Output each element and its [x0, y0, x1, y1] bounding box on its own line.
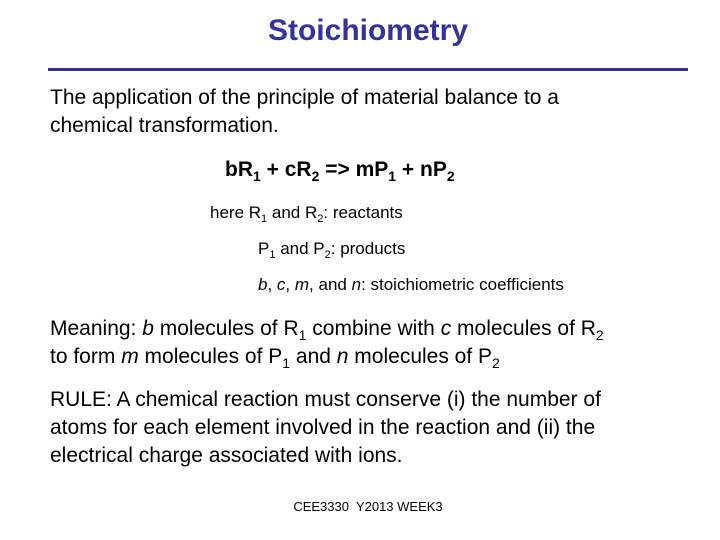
- intro-line-1: The application of the principle of material balance to a: [50, 86, 559, 109]
- meaning-paragraph: [50, 315, 604, 371]
- meaning-text-4: to form: [50, 345, 122, 368]
- def-r1-sub: 1: [261, 213, 268, 225]
- rule-paragraph: [50, 386, 601, 470]
- def-r2-sub: 2: [317, 213, 324, 225]
- meaning-text-2: combine with: [306, 317, 441, 340]
- meaning-text-5: molecules of P: [138, 345, 283, 368]
- meaning-r2-sub: 2: [595, 327, 604, 343]
- eq-coef-m: m: [355, 158, 375, 181]
- eq-plus-2: +: [396, 158, 421, 181]
- def-and-r: and R: [267, 203, 318, 222]
- meaning-text-1: molecules of R: [153, 317, 299, 340]
- meaning-text-7: molecules of P: [348, 345, 493, 368]
- def-coef-c: c: [276, 275, 286, 294]
- meaning-line-1: [50, 315, 604, 343]
- def-p-label: P: [258, 239, 270, 258]
- def-p1-sub: 1: [269, 249, 276, 261]
- meaning-coef-n: n: [336, 345, 349, 368]
- coefficients-definition: [258, 275, 564, 295]
- eq-r2-sub: 2: [311, 168, 320, 184]
- reactants-definition: [210, 203, 403, 223]
- intro-line-2: chemical transformation.: [50, 114, 279, 137]
- meaning-r1-sub: 1: [298, 327, 307, 343]
- eq-coef-c: c: [284, 158, 297, 181]
- meaning-label: Meaning:: [50, 317, 143, 340]
- rule-line-3: electrical charge associated with ions.: [50, 444, 403, 467]
- eq-r1-sub: 1: [253, 168, 261, 184]
- slide-footer: CEE3330 Y2013 WEEK3: [293, 499, 443, 514]
- meaning-text-3: molecules of R: [451, 317, 596, 340]
- meaning-p2-sub: 2: [492, 355, 500, 371]
- here-r-label: here R: [210, 203, 262, 222]
- def-and-p: and P: [275, 239, 325, 258]
- meaning-coef-m: m: [121, 345, 139, 368]
- meaning-p1-sub: 1: [282, 355, 291, 371]
- eq-p2-symbol: P: [432, 158, 447, 181]
- def-p2-sub: 2: [324, 249, 331, 261]
- products-suffix: : products: [330, 239, 406, 258]
- eq-arrow: =>: [319, 158, 356, 181]
- products-definition: [258, 239, 405, 259]
- eq-p1-sub: 1: [388, 168, 397, 184]
- meaning-coef-b: b: [142, 317, 154, 340]
- def-coef-b: b: [258, 275, 268, 294]
- eq-r2-symbol: R: [296, 158, 312, 181]
- eq-r1-symbol: R: [237, 158, 253, 181]
- meaning-text-6: and: [290, 345, 337, 368]
- eq-p1-symbol: P: [374, 158, 389, 181]
- def-comma-1: ,: [267, 275, 277, 294]
- meaning-line-2: [50, 343, 604, 371]
- def-comma-2: ,: [285, 275, 295, 294]
- eq-plus-1: +: [260, 158, 285, 181]
- reactants-suffix: : reactants: [323, 203, 403, 222]
- coefficients-suffix: : stoichiometric coefficients: [361, 275, 564, 294]
- title-underline: [48, 68, 688, 71]
- rule-line-1: RULE: A chemical reaction must conserve (i) the number of: [50, 388, 601, 411]
- slide-title: Stoichiometry: [267, 14, 469, 47]
- meaning-coef-c: c: [440, 317, 452, 340]
- eq-p2-sub: 2: [446, 168, 455, 184]
- def-coef-n: n: [351, 275, 362, 294]
- intro-paragraph: [50, 84, 690, 140]
- rule-line-2: atoms for each element involved in the reaction and (ii) the: [50, 416, 596, 439]
- reaction-equation: [225, 158, 455, 182]
- eq-coef-b: b: [225, 158, 238, 181]
- def-coef-m: m: [294, 275, 310, 294]
- def-comma-and: , and: [309, 275, 352, 294]
- eq-coef-n: n: [420, 158, 433, 181]
